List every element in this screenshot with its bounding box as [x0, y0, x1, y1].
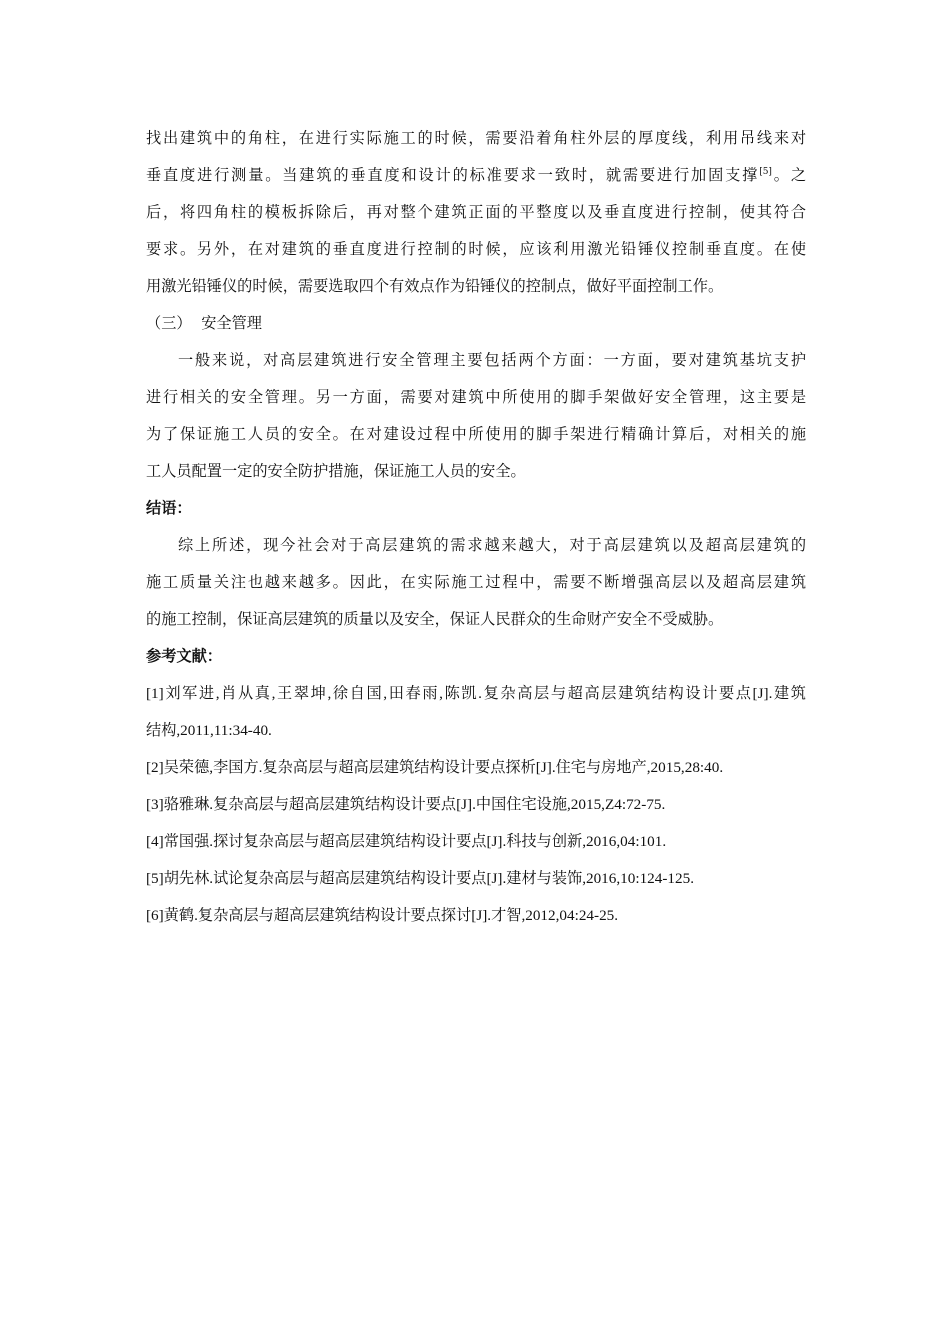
document-body — [146, 120, 806, 934]
section-heading-safety: （三） 安全管理 — [146, 314, 262, 332]
paragraph-line: 为了保证施工人员的安全。在对建设过程中所使用的脚手架进行精确计算后，对相关的施 — [146, 425, 806, 443]
paragraph-line: 工人员配置一定的安全防护措施，保证施工人员的安全。 — [146, 462, 526, 480]
reference-item: [1]刘军进,肖从真,王翠坤,徐自国,田春雨,陈凯.复杂高层与超高层建筑结构设计要点[J].建筑 — [146, 685, 806, 702]
paragraph-line-text: 垂直度进行测量。当建筑的垂直度和设计的标准要求一致时，就需要进行加固支撑 — [146, 166, 760, 184]
conclusion-heading: 结语： — [146, 499, 192, 517]
reference-item: [2]吴荣德,李国方.复杂高层与超高层建筑结构设计要点探析[J].住宅与房地产,2015,28:40. — [146, 759, 724, 776]
paragraph-line: 施工质量关注也越来越多。因此，在实际施工过程中，需要不断增强高层以及超高层建筑 — [146, 573, 806, 591]
reference-item: [3]骆雅琳.复杂高层与超高层建筑结构设计要点[J].中国住宅设施,2015,Z4:72-75. — [146, 796, 666, 813]
paragraph-line-text: 之 — [790, 166, 807, 184]
paragraph-line: 综上所述，现今社会对于高层建筑的需求越来越大，对于高层建筑以及超高层建筑的 — [178, 536, 806, 554]
reference-list — [146, 675, 806, 934]
reference-item: 结构,2011,11:34-40. — [146, 722, 272, 739]
paragraph-line: 进行相关的安全管理。另一方面，需要对建筑中所使用的脚手架做好安全管理，这主要是 — [146, 388, 806, 406]
paragraph-line: 后，将四角柱的模板拆除后，再对整个建筑正面的平整度以及垂直度进行控制，使其符合 — [146, 203, 806, 221]
paragraph-line: 用激光铅锤仪的时候，需要选取四个有效点作为铅锤仪的控制点，做好平面控制工作。 — [146, 277, 724, 295]
paragraph-line: 一般来说，对高层建筑进行安全管理主要包括两个方面：一方面，要对建筑基坑支护 — [178, 351, 806, 369]
paragraph-verticality-control — [146, 120, 806, 305]
reference-item: [6]黄鹤.复杂高层与超高层建筑结构设计要点探讨[J].才智,2012,04:24-25. — [146, 907, 619, 924]
paragraph-line: 要求。另外，在对建筑的垂直度进行控制的时候，应该利用激光铅锤仪控制垂直度。在使 — [146, 240, 806, 258]
paragraph-line: 找出建筑中的角柱，在进行实际施工的时候，需要沿着角柱外层的厚度线，利用吊线来对 — [146, 129, 806, 147]
paragraph-line — [146, 157, 806, 194]
paragraph-line: 的施工控制，保证高层建筑的质量以及安全，保证人民群众的生命财产安全不受威胁。 — [146, 610, 724, 628]
paragraph-safety-management — [146, 342, 806, 490]
citation-punct: 。 — [771, 166, 791, 184]
paragraph-conclusion — [146, 527, 806, 638]
reference-item: [4]常国强.探讨复杂高层与超高层建筑结构设计要点[J].科技与创新,2016,04:101. — [146, 833, 667, 850]
references-heading: 参考文献： — [146, 647, 222, 665]
citation-mark: [5] — [759, 166, 772, 177]
reference-item: [5]胡先林.试论复杂高层与超高层建筑结构设计要点[J].建材与装饰,2016,10:124-125. — [146, 870, 694, 887]
